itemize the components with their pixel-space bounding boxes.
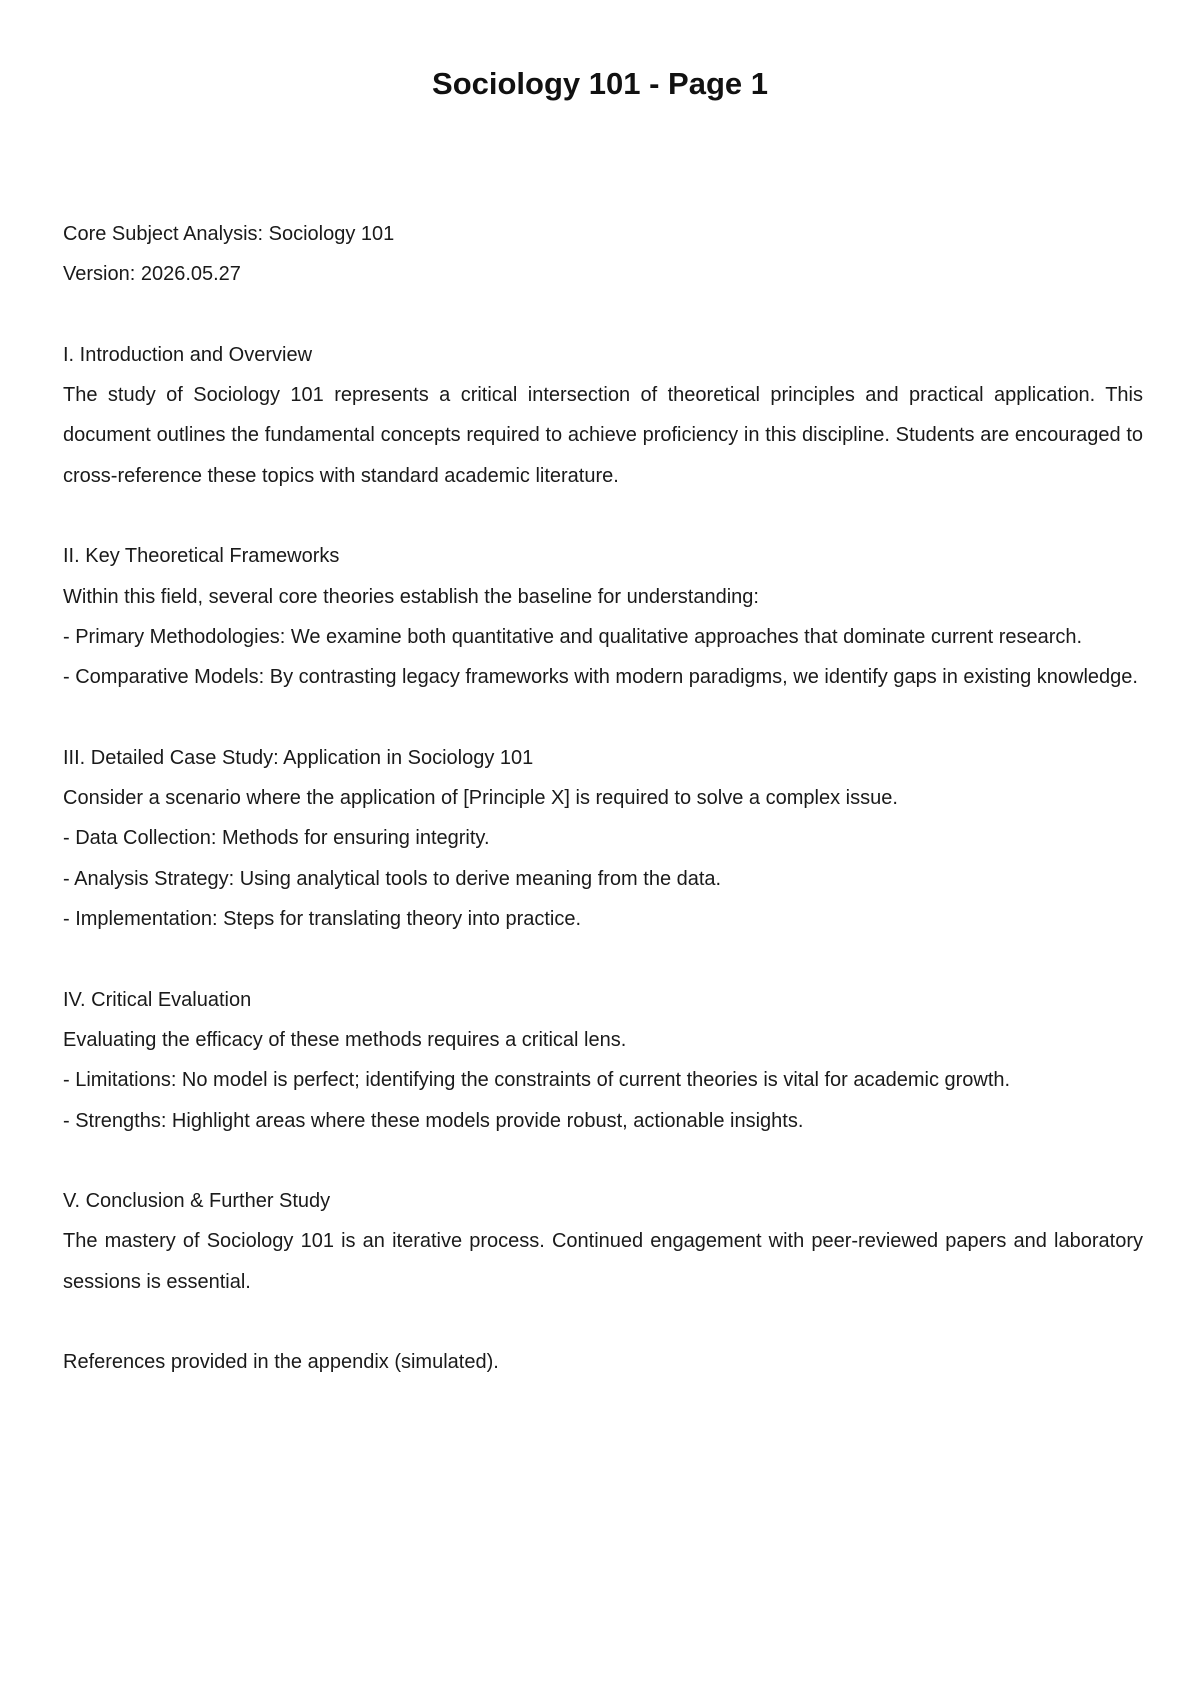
section-paragraph-introduction: The study of Sociology 101 represents a critical intersection of theoretical principles and practical application. This document outlines the fundamental concepts required to achieve proficiency in this discipline. Students are encouraged to cross-reference these topics with standard academic literature. <box>63 384 1143 487</box>
section-heading-case-study: III. Detailed Case Study: Application in Sociology 101 <box>63 746 534 769</box>
section-heading-frameworks: II. Key Theoretical Frameworks <box>63 545 340 568</box>
section-intro-frameworks: Within this field, several core theories establish the baseline for understanding: <box>63 585 759 608</box>
references-note: References provided in the appendix (simulated). <box>63 1351 499 1374</box>
spacer <box>63 698 1143 738</box>
section-heading-evaluation: IV. Critical Evaluation <box>63 988 252 1011</box>
section-heading-conclusion: V. Conclusion & Further Study <box>63 1190 331 1213</box>
spacer <box>63 1302 1143 1342</box>
section-intro-evaluation: Evaluating the efficacy of these methods requires a critical lens. <box>63 1028 627 1051</box>
page-title: Sociology 101 - Page 1 <box>432 66 768 101</box>
bullet-implementation: - Implementation: Steps for translating theory into practice. <box>63 908 582 931</box>
bullet-data-collection: - Data Collection: Methods for ensuring integrity. <box>63 827 490 850</box>
bullet-limitations: - Limitations: No model is perfect; identifying the constraints of current theories is vital for academic growth. <box>63 1069 1011 1092</box>
bullet-analysis-strategy: - Analysis Strategy: Using analytical tools to derive meaning from the data. <box>63 867 722 890</box>
spacer <box>63 496 1143 536</box>
bullet-strengths: - Strengths: Highlight areas where these models provide robust, actionable insights. <box>63 1109 804 1132</box>
version-line: Version: 2026.05.27 <box>63 263 241 286</box>
spacer <box>63 1141 1143 1181</box>
bullet-primary-methodologies: - Primary Methodologies: We examine both quantitative and qualitative approaches that dominate current research. <box>63 625 1083 648</box>
header-line: Core Subject Analysis: Sociology 101 <box>63 223 395 245</box>
section-heading-introduction: I. Introduction and Overview <box>63 343 313 366</box>
section-intro-case-study: Consider a scenario where the application of [Principle X] is required to solve a complex issue. <box>63 787 898 810</box>
section-paragraph-conclusion: The mastery of Sociology 101 is an iterative process. Continued engagement with peer-reviewed papers and laboratory sessions is essential. <box>63 1230 1143 1293</box>
spacer <box>63 939 1143 979</box>
spacer <box>63 295 1143 335</box>
bullet-comparative-models: - Comparative Models: By contrasting legacy frameworks with modern paradigms, we identify gaps in existing knowledge. <box>63 666 1138 689</box>
document-body <box>63 214 1143 1383</box>
